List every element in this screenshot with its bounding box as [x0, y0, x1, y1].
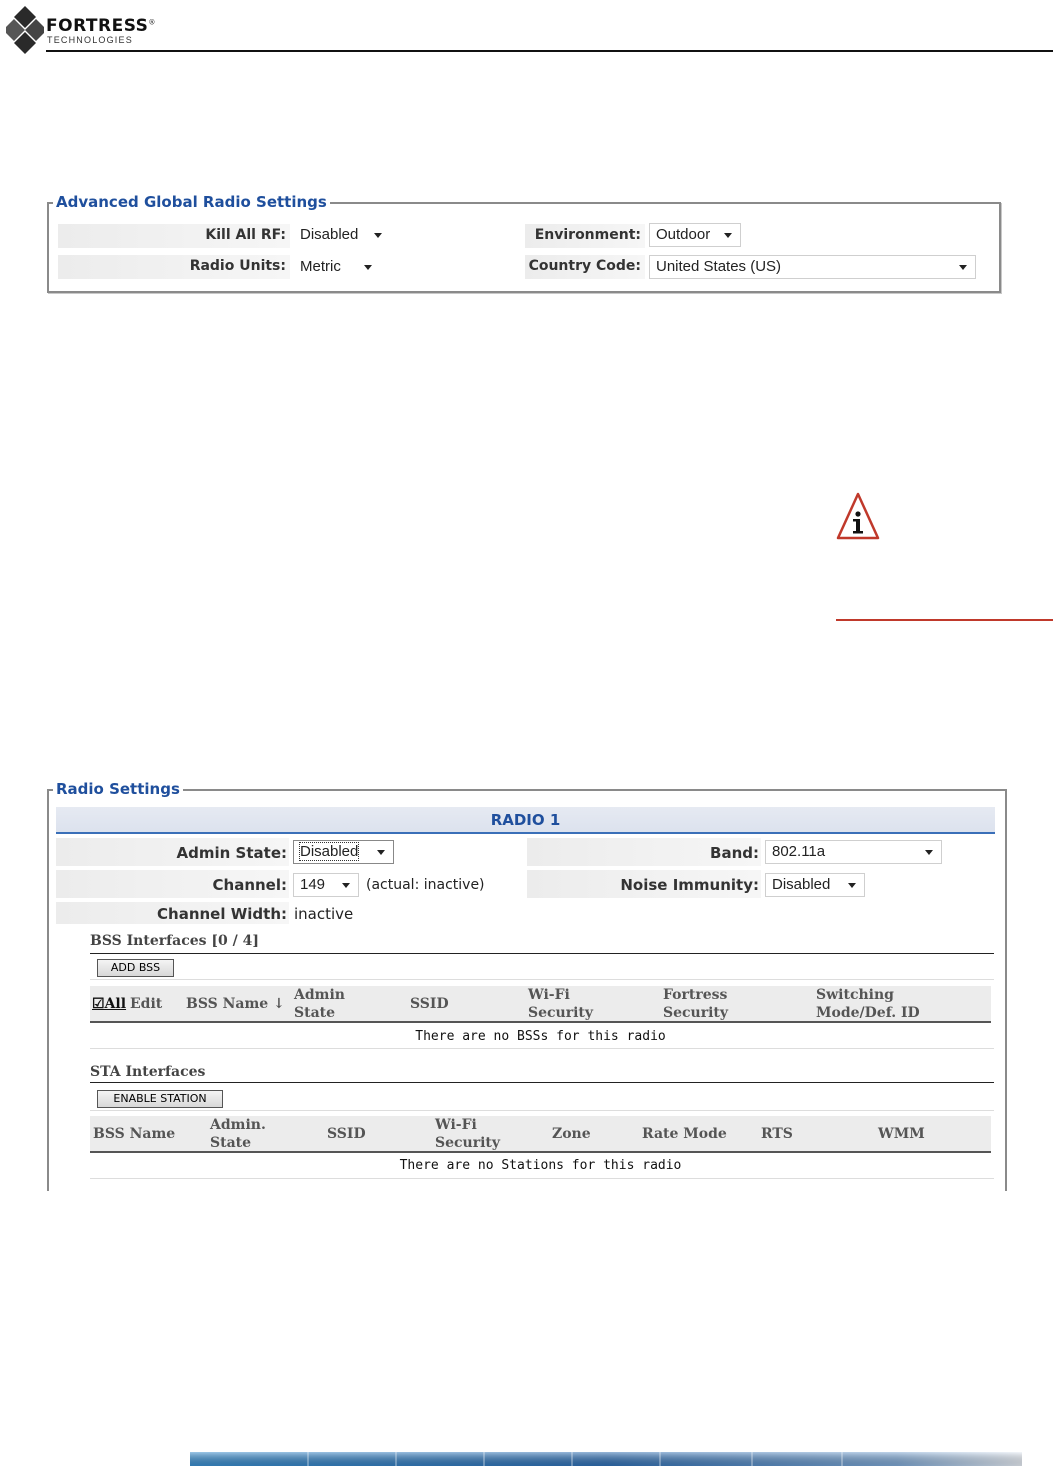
bss-col-wifi-security-2: Security [528, 1005, 594, 1021]
bss-col-admin-state-2: State [294, 1005, 336, 1021]
sta-col-ssid: SSID [327, 1126, 366, 1142]
chevron-down-icon [848, 883, 856, 888]
chevron-down-icon [959, 265, 967, 270]
sta-col-rate-mode: Rate Mode [642, 1126, 727, 1142]
radio-units-value: Metric [300, 258, 341, 275]
footer-decorative-bar [190, 1450, 1022, 1466]
bss-empty-line [90, 1048, 994, 1049]
bss-header-underline [90, 1021, 991, 1023]
bss-toolbar-line [90, 979, 994, 980]
bss-col-edit: Edit [130, 996, 163, 1012]
header-rule [46, 50, 1053, 52]
bss-col-ssid: SSID [410, 996, 449, 1012]
channel-actual-note: (actual: inactive) [366, 877, 485, 893]
band-label: Band: [710, 844, 759, 862]
sta-interfaces-title: STA Interfaces [90, 1064, 206, 1080]
radio-units-label: Radio Units: [189, 258, 286, 274]
sta-col-bss-name: BSS Name [93, 1126, 176, 1142]
bss-col-wifi-security-1: Wi-Fi [528, 987, 570, 1003]
sta-header-underline [90, 1151, 991, 1153]
noise-immunity-select[interactable] [765, 873, 865, 897]
noise-immunity-value: Disabled [772, 876, 831, 893]
bss-col-bss-name[interactable]: BSS Name ↓ [186, 996, 285, 1012]
chevron-down-icon [724, 233, 732, 238]
noise-immunity-label: Noise Immunity: [620, 876, 759, 894]
sta-empty-message: There are no Stations for this radio [399, 1158, 682, 1173]
enable-station-button[interactable]: ENABLE STATION [97, 1090, 223, 1108]
sta-col-rts: RTS [761, 1126, 793, 1142]
channel-width-value: inactive [294, 905, 354, 923]
radio-title: RADIO 1 [490, 811, 561, 829]
admin-state-select[interactable] [293, 840, 394, 864]
channel-select[interactable] [293, 873, 359, 897]
fortress-logo-icon [6, 6, 44, 58]
sta-col-wifi-security-2: Security [435, 1135, 501, 1151]
registered-mark: ® [148, 18, 156, 27]
sta-col-zone: Zone [552, 1126, 591, 1142]
channel-value: 149 [300, 876, 326, 893]
bss-col-admin-state-1: Admin [294, 987, 345, 1003]
chevron-down-icon [925, 850, 933, 855]
add-bss-button[interactable]: ADD BSS [97, 959, 174, 977]
chevron-down-icon [377, 850, 385, 855]
radio-units-select[interactable] [293, 255, 381, 279]
chevron-down-icon [342, 883, 350, 888]
sta-col-admin-state-1: Admin. [210, 1117, 266, 1133]
bss-rule [90, 953, 994, 954]
sta-col-admin-state-2: State [210, 1135, 252, 1151]
sta-toolbar-line [90, 1110, 994, 1111]
environment-label: Environment: [534, 227, 641, 243]
radio-settings-legend: Radio Settings [53, 780, 183, 798]
kill-all-rf-value: Disabled [300, 226, 359, 243]
kill-all-rf-select[interactable] [293, 223, 391, 247]
band-select[interactable] [765, 840, 942, 864]
chevron-down-icon [364, 265, 372, 270]
country-code-label: Country Code: [528, 258, 641, 274]
sta-empty-line [90, 1178, 994, 1179]
sta-rule [90, 1082, 994, 1083]
channel-label: Channel: [212, 876, 287, 894]
admin-state-value: Disabled [300, 843, 359, 860]
brand-subtitle: TECHNOLOGIES [47, 35, 133, 45]
admin-state-label: Admin State: [176, 844, 287, 862]
caution-divider [836, 619, 1053, 621]
bss-col-switching-2: Mode/Def. ID [816, 1005, 920, 1021]
bss-col-all[interactable]: ☑All [92, 996, 127, 1012]
chevron-down-icon [374, 233, 382, 238]
band-value: 802.11a [772, 843, 826, 860]
country-code-value: United States (US) [656, 258, 782, 275]
country-code-select[interactable] [649, 255, 976, 279]
brand-name: FORTRESS® [46, 16, 156, 36]
channel-width-label: Channel Width: [157, 905, 287, 923]
sta-col-wmm: WMM [878, 1126, 925, 1142]
advanced-global-legend: Advanced Global Radio Settings [53, 193, 330, 211]
bss-col-fortress-security-1: Fortress [663, 987, 728, 1003]
environment-select[interactable] [649, 223, 741, 247]
bss-col-fortress-security-2: Security [663, 1005, 729, 1021]
sta-col-wifi-security-1: Wi-Fi [435, 1117, 477, 1133]
caution-info-icon [836, 492, 880, 542]
bss-empty-message: There are no BSSs for this radio [415, 1029, 666, 1044]
bss-col-switching-1: Switching [816, 987, 894, 1003]
environment-value: Outdoor [656, 226, 711, 243]
kill-all-rf-label: Kill All RF: [205, 227, 286, 243]
bss-interfaces-title: BSS Interfaces [0 / 4] [90, 933, 259, 949]
